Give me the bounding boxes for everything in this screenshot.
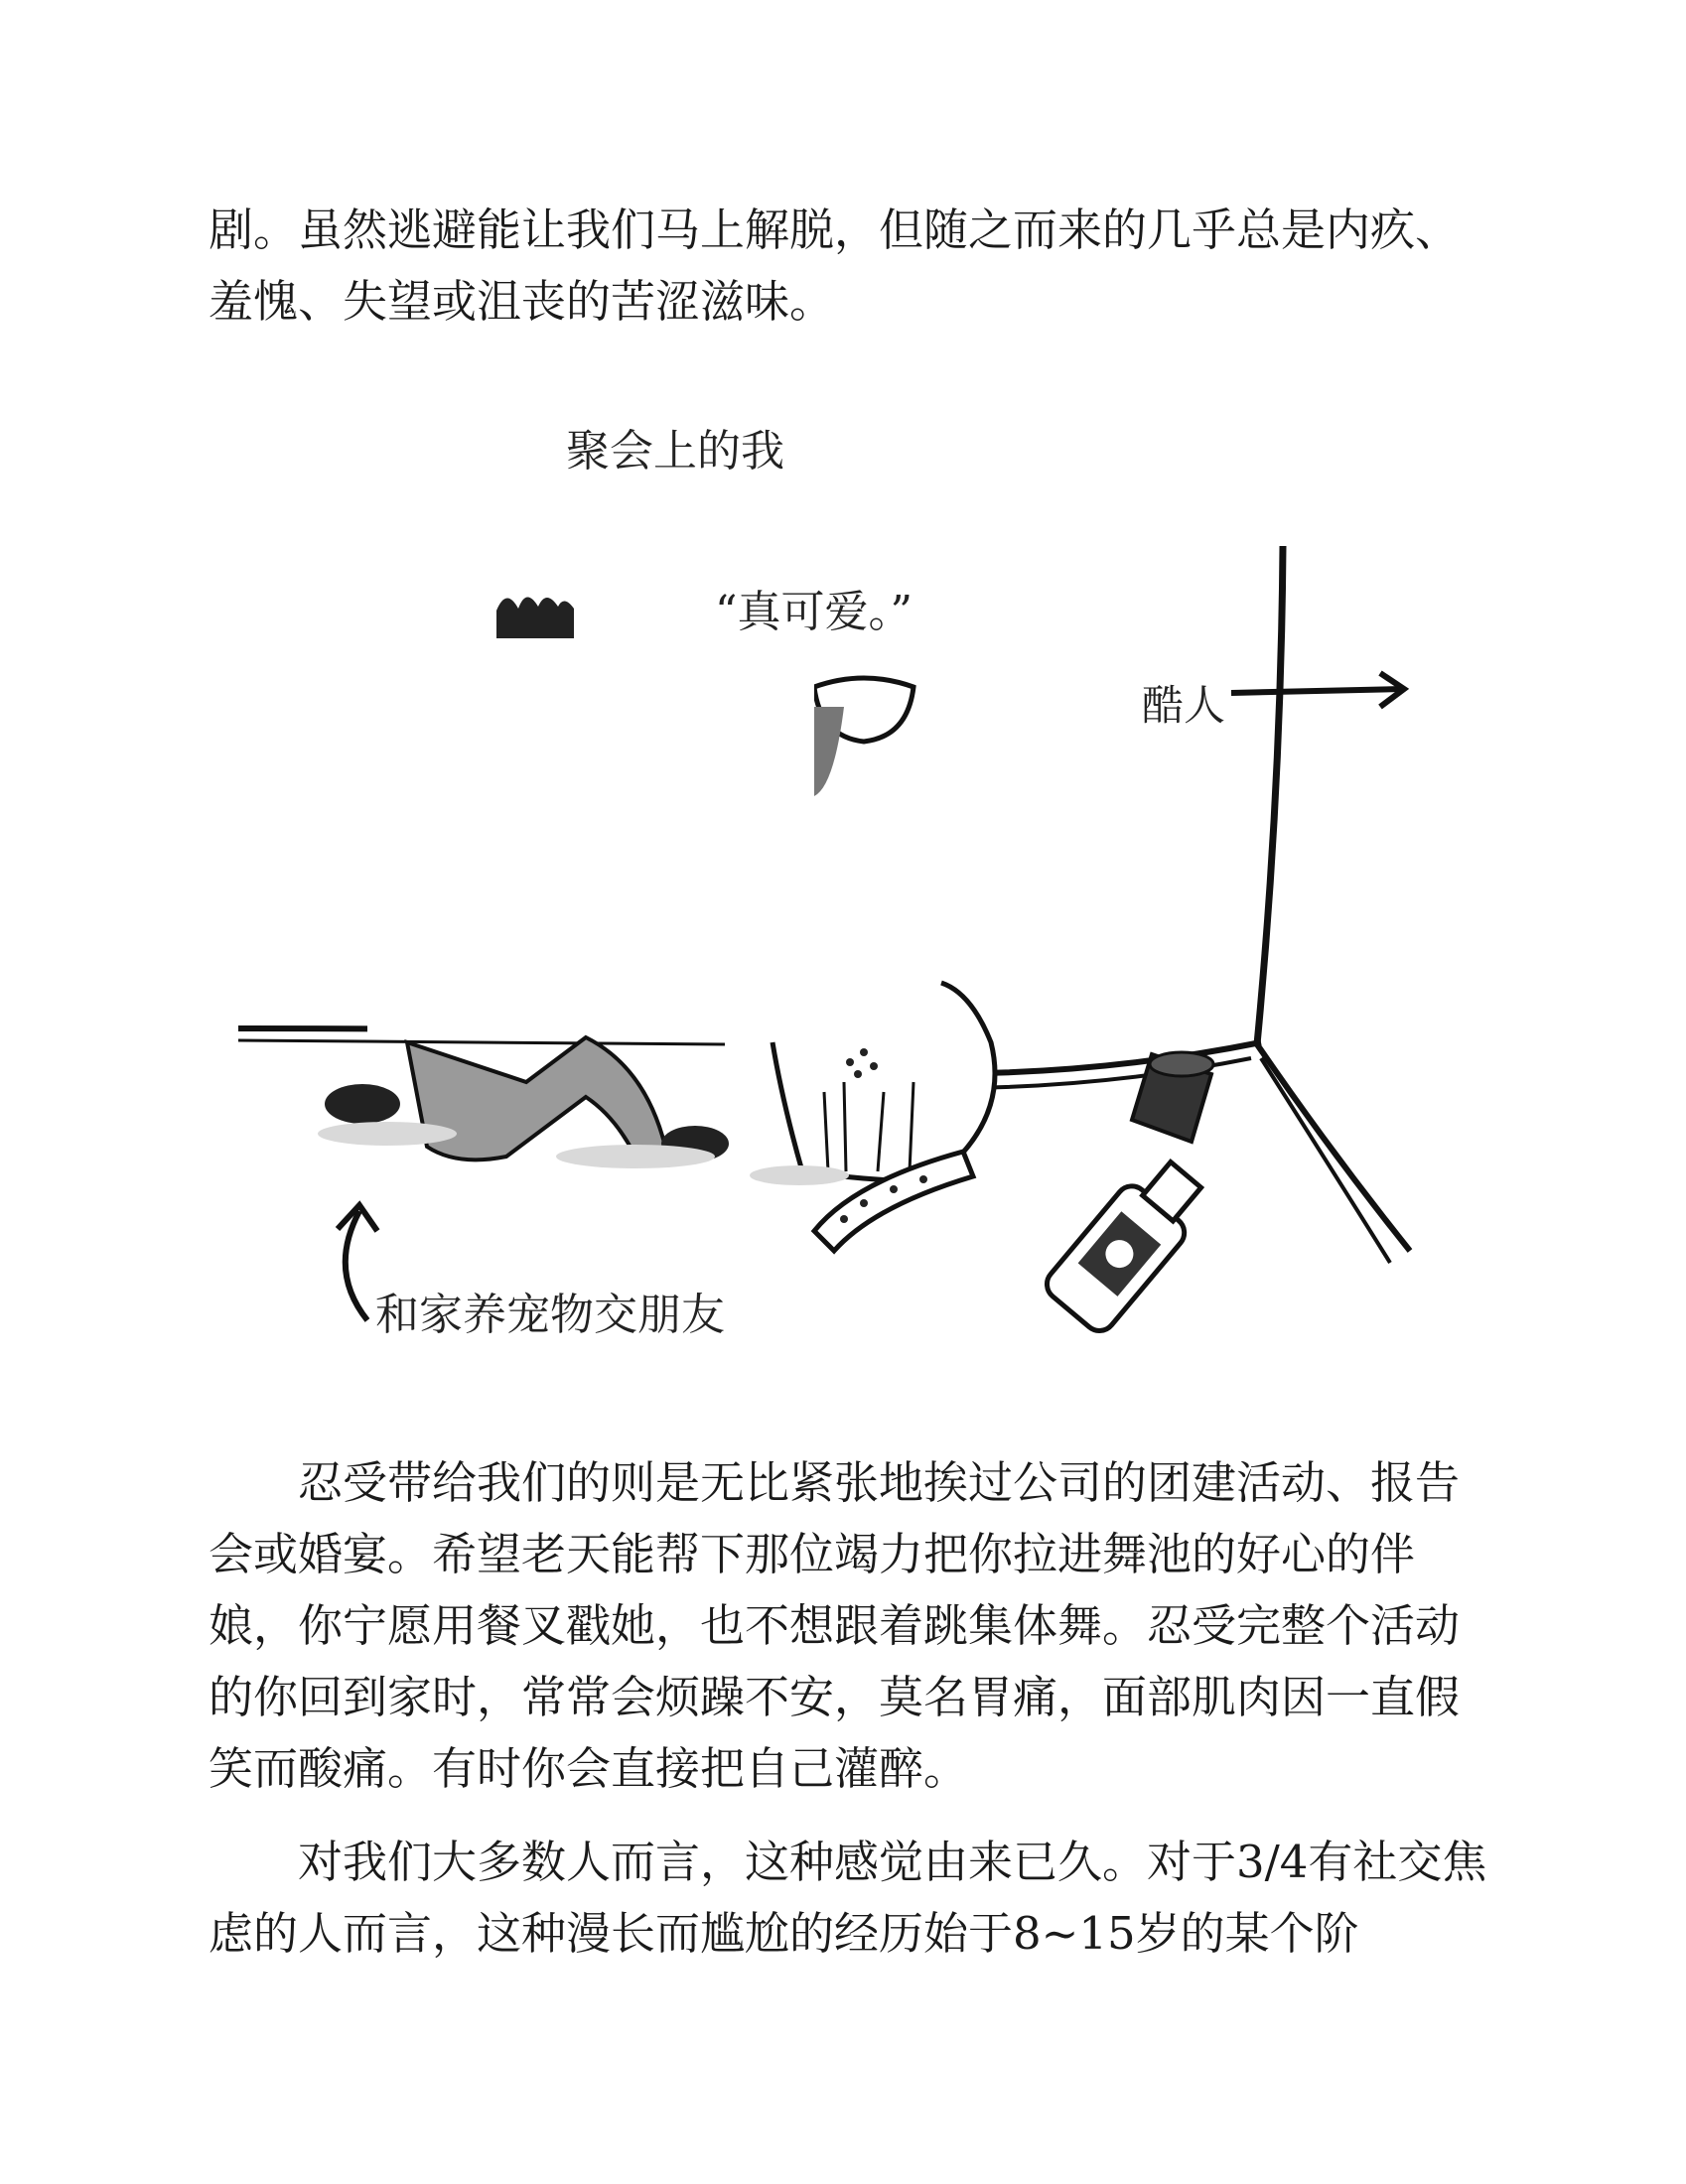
party-illustration [228, 397, 1481, 1390]
cool-people-label: 酷人 [1142, 681, 1226, 730]
paragraph-2: 忍受带给我们的则是无比紧张地挨过公司的团建活动、报告会或婚宴。希望老天能帮下那位竭力把你拉进舞池的好心的伴娘，你宁愿用餐叉戳她，也不想跟着跳集体舞。忍受完整个活动的你回到家时，常常会烦躁不安，莫名胃痛，面部肌肉因一直假笑而酸痛。有时你会直接把自己灌醉。 [209, 1456, 1461, 1795]
figure-quote: “真可爱。” [715, 587, 913, 637]
figure-title: 聚会上的我 [566, 426, 784, 477]
pet-friend-label: 和家养宠物交朋友 [375, 1290, 725, 1340]
paragraph-1: 剧。虽然逃避能让我们马上解脱，但随之而来的几乎总是内疚、羞愧、失望或沮丧的苦涩滋味。 [209, 204, 1461, 328]
party-drawing [228, 397, 1481, 1390]
paragraph-3: 对我们大多数人而言，这种感觉由来已久。对于3/4有社交焦虑的人而言，这种漫长而尴尬的经历始于8~15岁的某个阶 [209, 1836, 1487, 1960]
